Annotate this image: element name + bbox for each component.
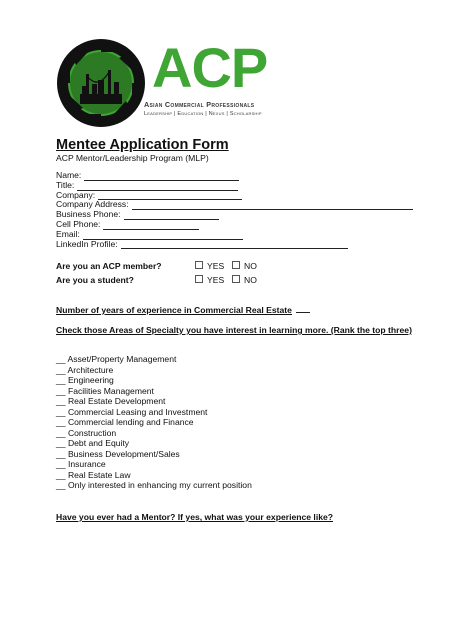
acp-member-yes[interactable] — [195, 261, 224, 271]
list-item[interactable]: __ Asset/Property Management — [56, 354, 177, 364]
acp-logo — [56, 38, 146, 128]
company-address-line[interactable] — [132, 202, 413, 210]
checkbox-icon[interactable] — [195, 261, 203, 269]
student-no[interactable] — [232, 275, 257, 285]
brand-tagline: Leadership | Education | Nexus | Scholarship — [144, 111, 262, 117]
list-item[interactable]: __ Real Estate Development — [56, 396, 166, 406]
brand-subtitle: Asian Commercial Professionals — [144, 100, 255, 109]
field-label: Company: — [56, 189, 96, 200]
no-label: NO — [244, 275, 257, 285]
contact-fields — [56, 171, 413, 249]
program-name: ACP Mentor/Leadership Program (MLP) — [56, 153, 209, 163]
linkedin-field[interactable] — [56, 240, 413, 250]
experience-question — [56, 305, 421, 315]
acp-member-no[interactable] — [232, 261, 257, 271]
name-field[interactable] — [56, 171, 413, 181]
business-phone-line[interactable] — [124, 212, 219, 220]
brand-name: ACP — [152, 36, 268, 99]
field-label: Company Address: — [56, 199, 129, 210]
no-label: NO — [244, 261, 257, 271]
list-item[interactable]: __ Debt and Equity — [56, 438, 130, 448]
field-label: Email: — [56, 228, 80, 239]
checkbox-icon[interactable] — [232, 275, 240, 283]
name-line[interactable] — [84, 173, 239, 181]
student-yes[interactable] — [195, 275, 224, 285]
list-item[interactable]: __ Real Estate Law — [56, 469, 131, 480]
title-field[interactable] — [56, 181, 413, 191]
linkedin-line[interactable] — [121, 241, 348, 249]
list-item[interactable]: __ Architecture — [56, 364, 114, 375]
acp-member-question: Are you an ACP member? — [56, 261, 162, 271]
list-item[interactable]: __ Engineering — [56, 375, 114, 385]
form-title: Mentee Application Form — [56, 137, 229, 153]
business-phone-field[interactable] — [56, 210, 413, 220]
yes-label: YES — [207, 261, 225, 271]
list-item[interactable]: __ Insurance — [56, 459, 106, 469]
list-item[interactable]: __ Business Development/Sales — [56, 448, 180, 459]
cell-phone-field[interactable] — [56, 220, 413, 230]
yes-label: YES — [207, 275, 225, 285]
checkbox-icon[interactable] — [195, 275, 203, 283]
field-label: Business Phone: — [56, 209, 121, 220]
field-label: Title: — [56, 179, 75, 190]
list-item[interactable]: __ Commercial lending and Finance — [56, 417, 194, 427]
experience-heading: Number of years of experience in Commercial Real Estate — [56, 305, 292, 315]
experience-line[interactable] — [296, 306, 310, 313]
specialty-list — [56, 354, 252, 491]
field-label: LinkedIn Profile: — [56, 238, 118, 249]
student-question: Are you a student? — [56, 275, 134, 285]
list-item[interactable]: __ Only interested in enhancing my current position — [56, 480, 252, 490]
list-item[interactable]: __ Commercial Leasing and Investment — [56, 406, 208, 417]
cell-phone-line[interactable] — [103, 222, 199, 230]
checkbox-icon[interactable] — [232, 261, 240, 269]
list-item[interactable]: __ Facilities Management — [56, 385, 154, 396]
brand-block — [152, 36, 268, 99]
field-label: Name: — [56, 170, 82, 180]
list-item[interactable]: __ Construction — [56, 427, 117, 438]
mentor-heading: Have you ever had a Mentor? If yes, what was your experience like? — [56, 512, 334, 522]
title-line[interactable] — [77, 183, 238, 191]
specialty-heading: Check those Areas of Specialty you have interest in learning more. (Rank the top three) — [56, 325, 412, 335]
field-label: Cell Phone: — [56, 218, 101, 229]
